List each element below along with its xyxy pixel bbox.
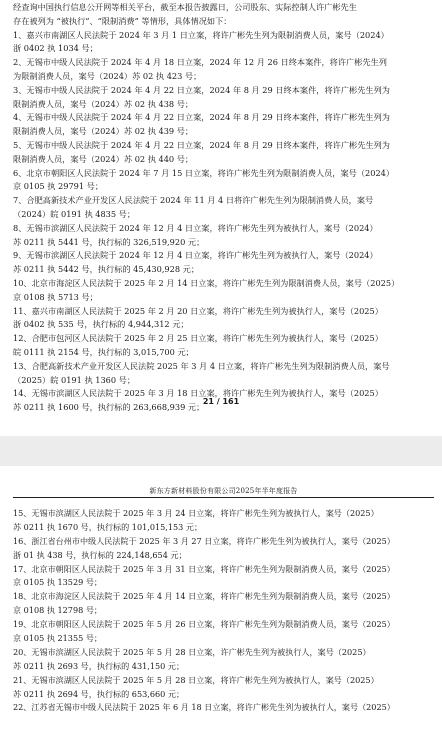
text-line: 为限制消费人员，案号（2024）苏 02 执 423 号；: [13, 70, 202, 81]
text-line: 15、无锡市滨湖区人民法院于 2025 年 3 月 24 日立案，将许广彬先生列为被执行人，案号（2025）: [13, 508, 379, 518]
text-line: 经查询中国执行信息公开网等相关平台，截至本报告披露日，公司股东、实际控制人许广彬先生: [13, 2, 357, 12]
text-line: 苏 0211 执 1670 号，执行标的 101,015,153 元；: [13, 521, 203, 532]
text-line: 9、无锡市滨湖区人民法院于 2024 年 12 月 4 日立案，将许广彬先生列为被执行人，案号（2024）: [13, 250, 378, 261]
text-line: 13、合肥高新技术产业开发区人民法院 2025 年 3 月 4 日立案，将许广彬先生列为限制消费人员，案号: [13, 360, 390, 371]
text-line: 苏 0211 执 2694 号，执行标的 653,660 元；: [13, 688, 185, 699]
text-line: 苏 0211 执 5441 号，执行标的 326,519,920 元；: [13, 236, 205, 247]
text-line: （2025）皖 0191 执 1360 号；: [13, 374, 136, 385]
text-line: 5、无锡市中级人民法院于 2024 年 4 月 22 日立案，2024 年 8 月 29 日终本案件，将许广彬先生列为: [13, 139, 390, 150]
text-line: 京 0105 执 13529 号；: [13, 577, 103, 588]
text-line: 存在被列为 “被执行”、“限制消费” 等情形，具体情况如下：: [13, 15, 232, 26]
text-line: 18、北京市海淀区人民法院于 2025 年 4 月 14 日立案，将许广彬先生列为限制消费人员，案号（2025）: [13, 591, 395, 602]
text-line: 3、无锡市中级人民法院于 2024 年 4 月 22 日立案，2024 年 8 月 29 日终本案件，将许广彬先生列为: [13, 84, 390, 95]
text-line: 14、无锡市滨湖区人民法院于 2025 年 3 月 18 日立案，将许广彬先生列为被执行人，案号（2025）: [13, 388, 383, 399]
page-body-text: [13, 507, 434, 715]
text-line: 限制消费人员，案号（2024）苏 02 执 440 号；: [13, 153, 194, 164]
text-line: 12、合肥市包河区人民法院于 2025 年 2 月 25 日立案，将许广彬先生列为被执行人，案号（2025）: [13, 333, 383, 344]
text-line: 6、北京市朝阳区人民法院于 2024 年 7 月 15 日立案，将许广彬先生列为限制消费人员，案号（2024）: [13, 167, 395, 178]
text-line: 限制消费人员，案号（2024）苏 02 执 439 号；: [13, 126, 194, 137]
text-line: 苏 0211 执 5442 号，执行标的 45,430,928 元；: [13, 264, 200, 275]
page-number: 21 / 161: [202, 397, 240, 406]
report-header-title: 新东方新材料股份有限公司2025年半年度报告: [149, 487, 298, 495]
text-line: （2024）皖 0191 执 4835 号；: [13, 208, 136, 219]
text-line: 京 0105 执 21355 号；: [13, 633, 103, 644]
text-line: 浙 0402 执 535 号，执行标的 4,944,312 元；: [13, 319, 189, 330]
text-line: 苏 0211 执 2693 号，执行标的 431,150 元；: [13, 660, 185, 671]
text-line: 16、浙江省台州市中级人民法院于 2025 年 3 月 27 日立案，将许广彬先生列为被执行人，案号（2025）: [13, 535, 395, 546]
text-line: 苏 0211 执 1600 号，执行标的 263,668,939 元；: [13, 402, 205, 413]
text-line: 京 0105 执 29791 号；: [13, 181, 104, 192]
text-line: 10、北京市海淀区人民法院于 2025 年 2 月 14 日立案，将许广彬先生列为限制消费人员，案号（2025）: [13, 277, 400, 288]
text-line: 浙 0402 执 1034 号；: [13, 43, 98, 54]
text-line: 2、无锡市中级人民法院于 2024 年 4 月 18 日立案，2024 年 12 月 26 日终本案件，将许广彬先生列: [13, 57, 387, 68]
text-line: 20、无锡市滨湖区人民法院于 2025 年 5 月 28 日立案，许广彬先生列为被执行人，案号（2025）: [13, 646, 371, 657]
text-line: 皖 0111 执 2154 号，执行标的 3,015,700 元；: [13, 346, 194, 357]
text-line: 1、嘉兴市南湖区人民法院于 2024 年 3 月 1 日立案，将许广彬先生列为限制消费人员，案号（2024）: [13, 29, 389, 40]
text-line: 限制消费人员，案号（2024）苏 02 执 438 号；: [13, 98, 194, 109]
text-line: 22、江苏省无锡市中级人民法院于 2025 年 6 月 18 日立案，将许广彬先生列为被执行人，案号（2025）: [13, 702, 395, 713]
text-line: 8、无锡市滨湖区人民法院于 2024 年 12 月 4 日立案，将许广彬先生列为被执行人，案号（2024）: [13, 222, 378, 233]
text-line: 21、无锡市滨湖区人民法院于 2025 年 5 月 28 日立案，将许广彬先生列为被执行人，案号（2025）: [13, 674, 379, 685]
text-line: 4、无锡市中级人民法院于 2024 年 4 月 22 日立案，2024 年 8 月 29 日终本案件，将许广彬先生列为: [13, 112, 390, 123]
text-line: 京 0108 执 12798 号；: [13, 605, 103, 616]
text-line: 17、北京市朝阳区人民法院于 2025 年 3 月 31 日立案，将许广彬先生列为限制消费人员，案号（2025）: [13, 563, 395, 574]
text-line: 11、嘉兴市南湖区人民法院于 2025 年 2 月 20 日立案，将许广彬先生列为被执行人，案号（2025）: [13, 305, 383, 316]
text-line: 京 0108 执 5713 号；: [13, 291, 98, 302]
page-body-text: [13, 1, 434, 415]
document-page-bottom: [0, 466, 442, 740]
header-divider: [13, 497, 434, 498]
text-line: 7、合肥高新技术产业开发区人民法院于 2024 年 11 月 4 日将许广彬先生列为限制消费人员，案号: [13, 195, 374, 206]
text-line: 19、北京市朝阳区人民法院于 2025 年 5 月 26 日立案，将许广彬先生列为限制消费人员，案号（2025）: [13, 619, 395, 630]
text-line: 浙 01 执 438 号，执行标的 224,148,654 元；: [13, 549, 187, 560]
